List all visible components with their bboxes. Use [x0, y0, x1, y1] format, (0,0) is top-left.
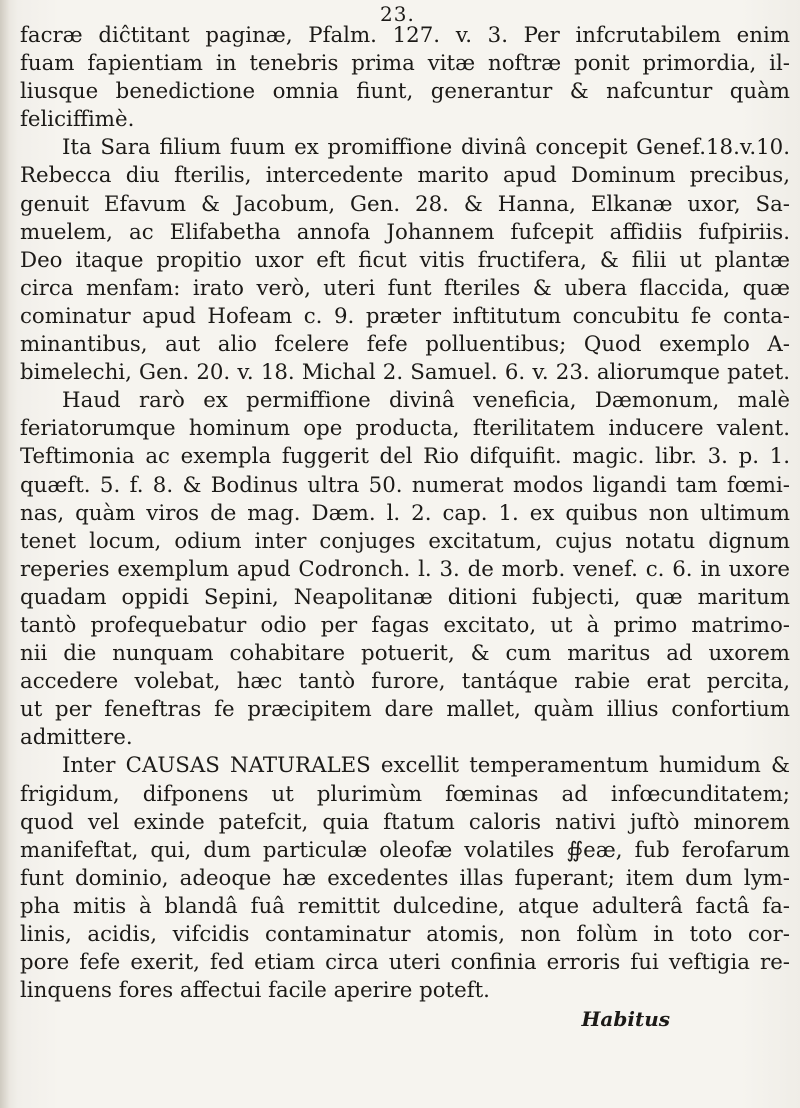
text-line: genuit Efavum & Jacobum, Gen. 28. & Hanna, Elkanæ uxor, Sa- [20, 191, 790, 217]
text-line: Teftimonia ac exempla fuggerit del Rio difquifit. magic. libr. 3. p. 1. [20, 444, 790, 470]
binding-edge [0, 0, 10, 1108]
text-line: admittere. [20, 725, 133, 751]
text-line: tantò profequebatur odio per fagas excitato, ut à primo matrimo- [20, 612, 790, 638]
text-line: circa menfam: irato verò, uteri funt fteriles & ubera flaccida, quæ [20, 275, 790, 301]
body-text [20, 22, 790, 1033]
text-line: pha mitis à blandâ fuâ remittit dulcedine, atque adulterâ factâ fa- [20, 893, 790, 919]
text-line: linquens fores affectui facile aperire poteft. [20, 978, 490, 1004]
text-line: muelem, ac Elifabetha annofa Johannem fufcepit affidiis fufpiriis. [20, 219, 790, 245]
text-line: pore fefe exerit, fed etiam circa uteri confinia erroris fui veftigia re- [20, 950, 790, 976]
text-line: fuam fapientiam in tenebris prima vitæ noftræ ponit primordia, il- [20, 51, 790, 77]
text-line: linis, acidis, vifcidis contaminatur atomis, non folùm in toto cor- [20, 922, 790, 947]
text-line: Inter CAUSAS NATURALES excellit temperamentum humidum & [62, 753, 790, 779]
text-line: reperies exemplum apud Codronch. l. 3. de morb. venef. c. 6. in uxore [20, 556, 790, 582]
catchword: Habitus [581, 1007, 670, 1032]
text-line: quod vel exinde patefcit, quia ftatum caloris nativi juftò minorem [20, 809, 790, 835]
text-line: feliciffimè. [20, 107, 135, 133]
text-line: Haud rarò ex permiffione divinâ veneficia, Dæmonum, malè [62, 388, 790, 414]
text-line: bimelechi, Gen. 20. v. 18. Michal 2. Samuel. 6. v. 23. aliorumque patet. [20, 360, 790, 386]
text-line: minantibus, aut alio fcelere fefe polluentibus; Quod exemplo A- [20, 332, 790, 358]
text-line: Ita Sara filium fuum ex promiffione divinâ concepit Genef.18.v.10. [62, 135, 790, 161]
text-line: facræ diĉtitant paginæ, Pfalm. 127. v. 3. Per infcrutabilem enim [20, 23, 790, 48]
text-line: nii die nunquam cohabitare potuerit, & cum maritus ad uxorem [20, 641, 790, 667]
text-line: Deo itaque propitio uxor eft ficut vitis fructifera, & filii ut plantæ [20, 247, 790, 273]
text-line: liusque benedictione omnia fiunt, generantur & nafcuntur quàm [20, 79, 790, 105]
text-line: quæft. 5. f. 8. & Bodinus ultra 50. numerat modos ligandi tam fœmi- [20, 472, 790, 498]
text-line: funt dominio, adeoque hæ excedentes illas fuperant; item dum lym- [20, 865, 790, 891]
text-line: feriatorumque hominum ope producta, fterilitatem inducere valent. [20, 416, 790, 442]
text-line: Rebecca diu fterilis, intercedente marito apud Dominum precibus, [20, 163, 790, 189]
text-line: manifeftat, qui, dum particulæ oleofæ volatiles ∯eæ, fub ferofarum [20, 837, 790, 863]
text-line: ut per feneftras fe præcipitem dare mallet, quàm illius confortium [20, 697, 790, 723]
text-line: cominatur apud Hofeam c. 9. præter inftitutum concubitu fe conta- [20, 303, 790, 329]
text-line: nas, quàm viros de mag. Dæm. l. 2. cap. 1. ex quibus non ultimum [20, 500, 790, 526]
page-number: 23. [380, 2, 415, 26]
text-line: quadam oppidi Sepini, Neapolitanæ ditioni fubjecti, quæ maritum [20, 584, 790, 610]
text-line: accedere volebat, hæc tantò furore, tantáque rabie erat percita, [20, 669, 790, 695]
text-line: frigidum, difponens ut plurimùm fœminas ad infœcunditatem; [20, 781, 790, 807]
text-line: tenet locum, odium inter conjuges excitatum, cujus notatu dignum [20, 528, 790, 554]
